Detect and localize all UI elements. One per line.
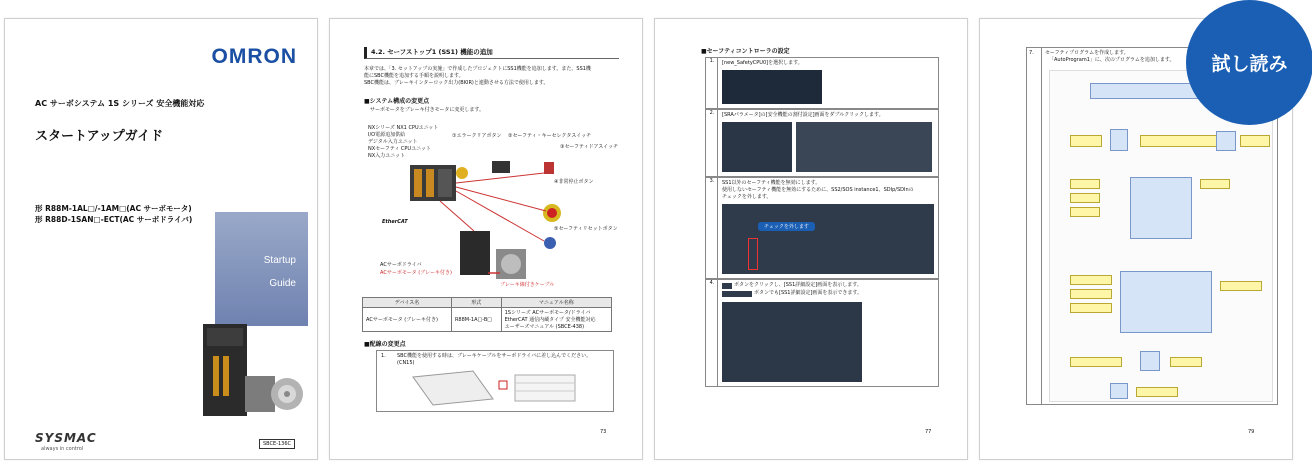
step-7-line-2: 「AutoProgram1」に、次のプログラムを追加します。 [1049, 57, 1175, 63]
and-block [1140, 351, 1160, 371]
step-4-text-2: ボタンでも[SS1詳細設定]画面を表示できます。 [754, 290, 863, 296]
page-number: 73 [600, 429, 607, 435]
step-2-box [717, 109, 939, 177]
section-heading: 4.2. セーフストップ1 (SS1) 機能の追加 [364, 47, 619, 59]
label-digital-input: デジタル入力ユニット [368, 139, 418, 145]
table-header: デバイス名 [363, 298, 452, 308]
system-change-text: サーボモータをブレーキ付きモータに変更します。 [370, 107, 485, 113]
label-nx-input: NX入力ユニット [368, 153, 405, 159]
variable-block [1070, 193, 1100, 203]
trial-read-badge[interactable]: 試し読み [1186, 0, 1312, 125]
label-reset-button: ⑤セーフティリセットボタン [554, 226, 618, 232]
step-number: 4. [705, 279, 718, 387]
label-safety-cpu: NXセーフティ CPUユニット [368, 146, 431, 152]
detail-button-icon [722, 283, 732, 289]
wiring-step-text: SBC機能を使用する時は、ブレーキケーブルをサーボドライバに差し込んでください。 [397, 353, 592, 359]
variable-block [1070, 275, 1112, 285]
manual-name-line-2: EtherCAT 通信内蔵タイプ 安全機能対応 [504, 317, 596, 323]
page-number: 79 [1248, 429, 1255, 435]
step-3-box [717, 177, 939, 279]
label-cpu-unit: NXシリーズ NX1 CPUユニット [368, 125, 439, 131]
safety-controller-heading: ■セーフティコントローラの設定 [701, 48, 790, 55]
startup-guide-block [215, 212, 308, 326]
cover-title: スタートアップガイド [35, 129, 164, 144]
variable-block [1140, 135, 1222, 147]
variable-block [1200, 179, 1230, 189]
table-cell: R88M-1A□-B□ [451, 308, 501, 332]
cover-page[interactable] [4, 18, 318, 460]
sysmac-logo: SYSMAC [35, 431, 97, 445]
variable-block [1220, 281, 1262, 291]
intro-line-3: SBC機能は、ブレーキインターロック出力(BKIR)と連動させる方法で使用します。 [364, 80, 549, 86]
step-1-text: [new_SafetyCPU0]を選択します。 [722, 60, 803, 66]
cover-model-motor: 形 R88M-1AL□/-1AM□(AC サーボモータ) [35, 204, 192, 213]
sysmac-tagline: always in control [41, 446, 84, 452]
step-2-text: [SRAパラメータ]の[安全機能の割付設定]画面をダブルクリックします。 [722, 112, 884, 118]
step-divider [1041, 48, 1042, 404]
variable-block [1070, 289, 1112, 299]
label-key-selector: ②セーフティ・キーセレクタスイッチ [508, 133, 592, 139]
variable-block [1070, 179, 1100, 189]
variable-block [1170, 357, 1202, 367]
step-1-screenshot [722, 70, 822, 104]
intro-line-2: 能にSBC機能を追加する手順を説明します。 [364, 73, 464, 79]
step-number: 3. [705, 177, 718, 279]
page-77[interactable] [654, 18, 968, 460]
detail-button-alt-icon [722, 291, 752, 297]
table-header: マニュアル名称 [501, 298, 611, 308]
intro-paragraph [364, 66, 614, 87]
function-block [1110, 383, 1128, 399]
step-3-text: SS1以外のセーフティ機能を無効にします。 [722, 180, 821, 186]
cover-model-driver: 形 R88D-1SAN□-ECT(AC サーボドライバ) [35, 215, 193, 224]
omron-logo: OMRON [211, 45, 297, 68]
wiring-heading: ■配線の変更点 [364, 341, 406, 348]
step-4-text: ボタンをクリックし、[SS1詳細設定]画面を表示します。 [734, 282, 862, 288]
label-error-clear: ①エラークリアボタン [452, 133, 502, 139]
servo-product-image [195, 316, 307, 428]
manual-code: SBCE-136C [259, 439, 295, 449]
variable-block [1070, 357, 1122, 367]
step-7-line-1: セーフティプログラムを作成します。 [1045, 50, 1129, 56]
servo-driver-label: ACサーボドライバ [380, 262, 422, 268]
wiring-step-connector: (CN15) [397, 360, 415, 366]
intro-line-1: 本章では、「3. セットアップの実施」で作成したプロジェクトにSS1機能を追加します。また、SS1機 [364, 66, 591, 72]
variable-block [1240, 135, 1270, 147]
system-diagram [400, 137, 630, 287]
label-emergency-stop: ④非常停止ボタン [554, 179, 594, 185]
table-cell [501, 308, 611, 332]
brake-cable-label: ブレーキ線付きケーブル [500, 282, 555, 288]
step-1-box [717, 57, 939, 109]
function-block [1110, 129, 1128, 151]
variable-block [1136, 387, 1178, 397]
step-number: 2. [705, 109, 718, 177]
cover-subtitle: AC サーボシステム 1S シリーズ 安全機能対応 [35, 99, 205, 108]
variable-block [1070, 207, 1100, 217]
wiring-step-box [376, 350, 614, 412]
manual-name-line-1: 1Sシリーズ ACサーボモータ/ドライバ [504, 310, 591, 316]
device-table [362, 297, 612, 332]
step-3-text-3: チェックを外します。 [722, 194, 772, 200]
manual-name-line-3: ユーザーズマニュアル (SBCE-438) [504, 324, 585, 330]
step-number: 1. [705, 57, 718, 109]
callout-uncheck: チェックを外します [758, 222, 815, 231]
step-4-screenshot [722, 302, 862, 382]
step-2-screenshot-right [796, 122, 932, 172]
highlight-checkboxes [748, 238, 758, 270]
variable-block [1070, 303, 1112, 313]
guide-label: Guide [269, 278, 296, 289]
system-change-heading: ■システム構成の変更点 [364, 98, 430, 105]
and-block [1216, 131, 1236, 151]
step-2-screenshot [722, 122, 792, 172]
function-block [1120, 271, 1212, 333]
startup-label: Startup [263, 255, 296, 266]
table-cell: ACサーボモータ (ブレーキ付き) [363, 308, 452, 332]
table-header: 形式 [451, 298, 501, 308]
label-door-switch: ③セーフティドアスイッチ [560, 144, 619, 150]
ethercat-label: EtherCAT [382, 219, 408, 225]
wiring-illustration [403, 369, 603, 409]
variable-block [1070, 135, 1102, 147]
page-number: 77 [925, 429, 932, 435]
wiring-step-number: 1. [381, 353, 386, 359]
page-73[interactable] [329, 18, 643, 460]
step-3-text-2: 使用しないセーフティ機能を無効にするために、SS2/SOS instance1、SDIp/SDInの [722, 187, 914, 193]
function-block [1130, 177, 1192, 239]
step-4-box [717, 279, 939, 387]
servo-motor-label: ACサーボモータ (ブレーキ付き) [380, 270, 452, 276]
step-7-number: 7. [1029, 50, 1034, 56]
label-io-power: I/O電源追加供給 [368, 132, 406, 138]
